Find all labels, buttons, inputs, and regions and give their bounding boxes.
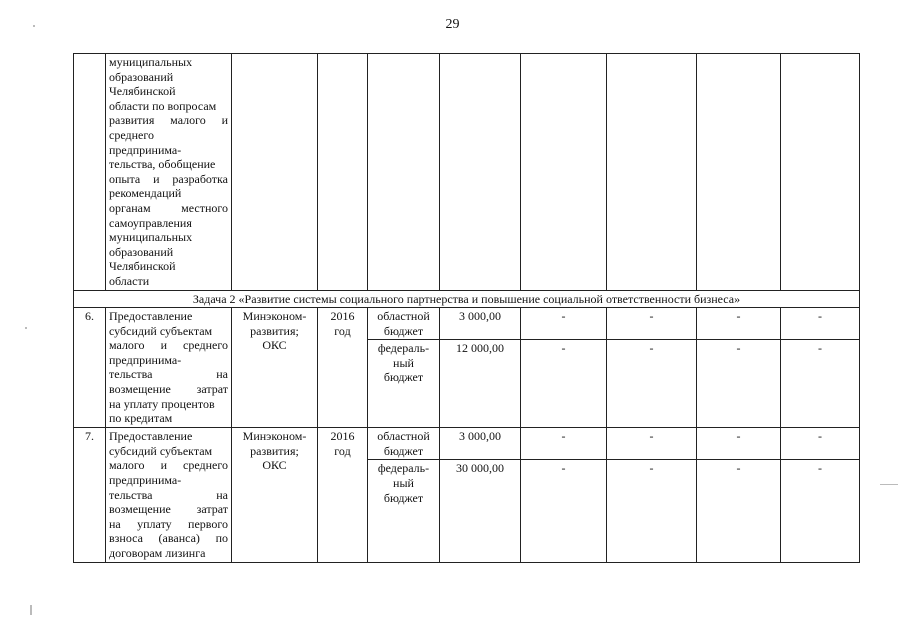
measures-table	[73, 53, 860, 563]
value-cell: -	[521, 340, 607, 428]
value-cell: -	[697, 308, 781, 340]
funding-source: областной бюджет	[368, 428, 440, 460]
value-cell: -	[607, 340, 697, 428]
funding-amount: 3 000,00	[440, 308, 521, 340]
task-heading-row	[74, 291, 860, 308]
funding-source: федераль- ный бюджет	[368, 460, 440, 563]
row-number: 7.	[74, 428, 106, 563]
funding-amount: 12 000,00	[440, 340, 521, 428]
page-number: 29	[445, 17, 460, 32]
value-cell: -	[607, 308, 697, 340]
funding-amount: 3 000,00	[440, 428, 521, 460]
value-cell: -	[781, 428, 860, 460]
funding-source: областной бюджет	[368, 308, 440, 340]
value-cell: -	[521, 308, 607, 340]
value-cell: -	[521, 428, 607, 460]
scan-mark	[30, 605, 32, 615]
value-cell: -	[781, 460, 860, 563]
row-description: Предоставление субсидий субъектам малого и среднего предпринима- тельства на возмещение затрат на уплату первого взноса (аванса) по договорам лизинга	[106, 428, 232, 563]
table-row	[74, 308, 860, 340]
value-cell: -	[697, 460, 781, 563]
value-cell: -	[697, 428, 781, 460]
scan-mark	[25, 327, 27, 329]
row-executor: Минэконом- развития; ОКС	[232, 428, 318, 563]
task-heading: Задача 2 «Развитие системы социального партнерства и повышение социальной ответственности бизнеса»	[74, 291, 860, 308]
scan-mark	[33, 25, 35, 27]
row-year: 2016 год	[318, 428, 368, 563]
funding-amount: 30 000,00	[440, 460, 521, 563]
row-year: 2016 год	[318, 308, 368, 428]
scan-mark	[880, 484, 898, 485]
value-cell: -	[781, 340, 860, 428]
cell-num	[74, 54, 106, 291]
continuation-description: муниципальных образований Челябинской области по вопросам развития малого и среднего предпринима- тельства, обобщение опыта и разработка рекомендаций органам местного самоуправления муниципальных образований Челябинской области	[106, 54, 232, 291]
row-executor: Минэконом- развития; ОКС	[232, 308, 318, 428]
value-cell: -	[607, 428, 697, 460]
value-cell: -	[697, 340, 781, 428]
row-description: Предоставление субсидий субъектам малого и среднего предпринима- тельства на возмещение затрат на уплату процентов по кредитам	[106, 308, 232, 428]
value-cell: -	[781, 308, 860, 340]
value-cell: -	[607, 460, 697, 563]
continuation-row	[74, 54, 860, 291]
value-cell: -	[521, 460, 607, 563]
row-number: 6.	[74, 308, 106, 428]
table-row	[74, 428, 860, 460]
funding-source: федераль- ный бюджет	[368, 340, 440, 428]
